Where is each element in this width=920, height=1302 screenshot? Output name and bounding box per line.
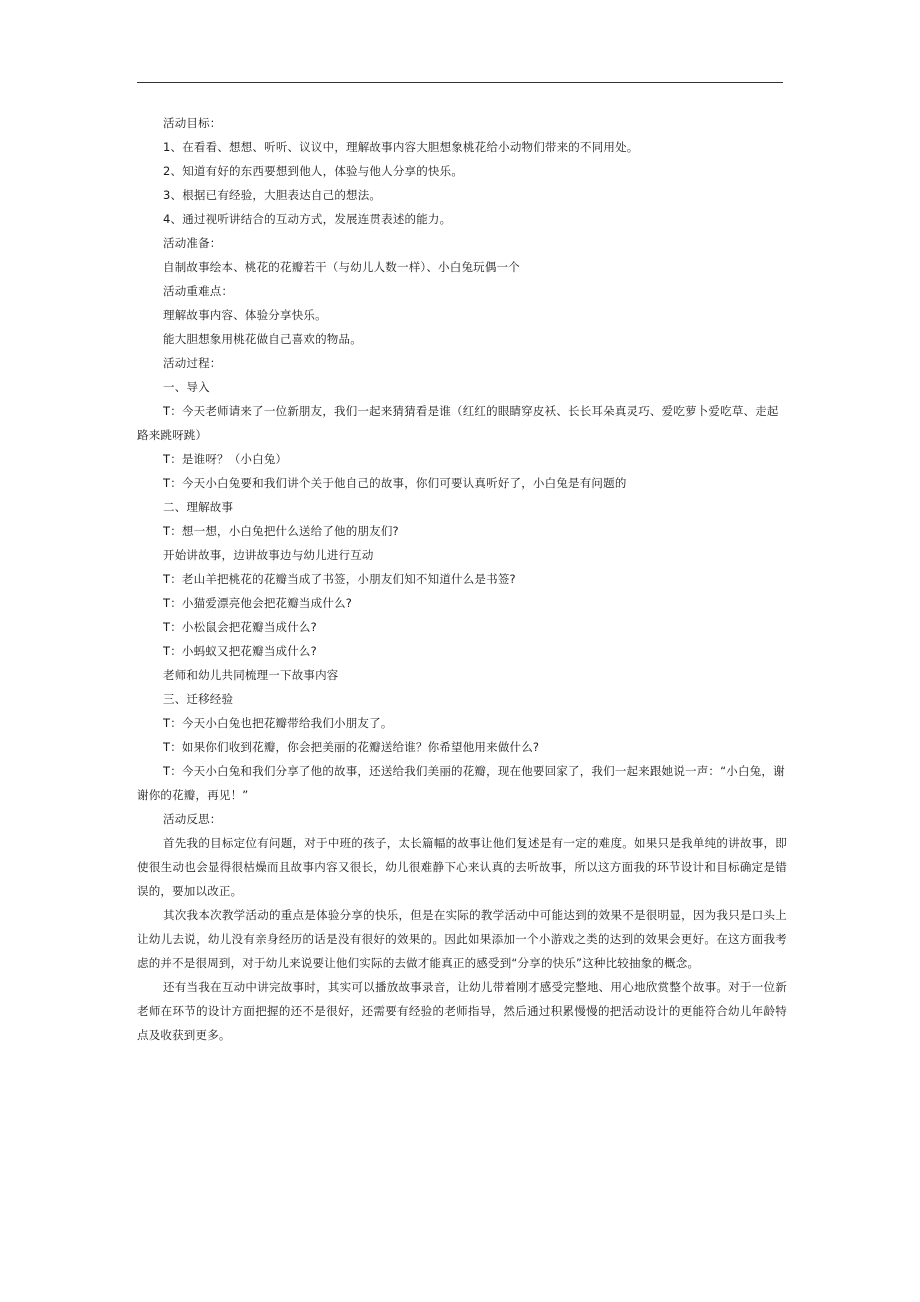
dialogue-line: 老师和幼儿共同梳理一下故事内容 — [163, 668, 339, 682]
dialogue-line: T：老山羊把桃花的花瓣当成了书签，小朋友们知不知道什么是书签? — [163, 572, 516, 586]
dialogue-line: 开始讲故事，边讲故事边与幼儿进行互动 — [163, 548, 374, 562]
key-heading: 活动重难点： — [163, 284, 234, 298]
goal-item: 4、通过视听讲结合的互动方式，发展连贯表述的能力。 — [163, 212, 452, 226]
reflection-paragraph: 还有当我在互动中讲完故事时，其实可以播放故事录音，让幼儿带着刚才感受完整地、用心地欣赏整个故事。对于一位新老师在环节的设计方面把握的还不是很好，还需要有经验的老师指导，然后通过积累慢慢的把活动设计的更能符合幼儿年龄特点及收获到更多。 — [137, 980, 787, 1042]
dialogue-line: T：小松鼠会把花瓣当成什么? — [163, 620, 317, 634]
goal-heading: 活动目标： — [163, 116, 222, 130]
goal-item: 3、根据已有经验，大胆表达自己的想法。 — [163, 188, 382, 202]
dialogue-line: T：今天小白兔要和我们讲个关于他自己的故事，你们可要认真听好了，小白兔是有问题的 — [163, 476, 627, 490]
key-point: 能大胆想象用桃花做自己喜欢的物品。 — [163, 332, 362, 346]
prep-text: 自制故事绘本、桃花的花瓣若干（与幼儿人数一样）、小白兔玩偶一个 — [163, 260, 520, 274]
reflection-paragraph: 首先我的目标定位有问题，对于中班的孩子，太长篇幅的故事让他们复述是有一定的难度。如果只是我单纯的讲故事，即使很生动也会显得很枯燥而且故事内容又很长，幼儿很难静下心来认真的去听故事，所以这方面我的环节设计和目标确定是错误的，要加以改正。 — [137, 836, 787, 898]
process-heading: 活动过程： — [163, 356, 222, 370]
dialogue-line: T：今天老师请来了一位新朋友，我们一起来猜猜看是谁（红红的眼睛穿皮袄、长长耳朵真灵巧、爱吃萝卜爱吃草、走起路来跳呀跳） — [137, 404, 779, 442]
prep-heading: 活动准备： — [163, 236, 222, 250]
goal-item: 1、在看看、想想、听听、议议中，理解故事内容大胆想象桃花给小动物们带来的不同用处。 — [163, 140, 639, 154]
dialogue-line: T：是谁呀？（小白兔） — [163, 452, 288, 466]
reflection-heading: 活动反思： — [163, 812, 222, 826]
header-rule — [137, 82, 783, 83]
dialogue-line: T：小猫爱漂亮他会把花瓣当成什么? — [163, 596, 353, 610]
dialogue-line: T：如果你们收到花瓣，你会把美丽的花瓣送给谁？你希望他用来做什么? — [163, 740, 540, 754]
reflection-paragraph: 其次我本次教学活动的重点是体验分享的快乐，但是在实际的教学活动中可能达到的效果不是很明显，因为我只是口头上让幼儿去说，幼儿没有亲身经历的话是没有很好的效果的。因此如果添加一个小游戏之类的达到的效果会更好。在这方面我考虑的并不是很周到，对于幼儿来说要让他们实际的去做才能真正的感受到“分享的快乐”这种比较抽象的概念。 — [137, 908, 787, 970]
dialogue-line: T：今天小白兔也把花瓣带给我们小朋友了。 — [163, 716, 393, 730]
document-body — [137, 111, 787, 1047]
section-title: 二、理解故事 — [163, 500, 234, 514]
key-point: 理解故事内容、体验分享快乐。 — [163, 308, 327, 322]
section-title: 三、迁移经验 — [163, 692, 234, 706]
goal-item: 2、知道有好的东西要想到他人，体验与他人分享的快乐。 — [163, 164, 464, 178]
section-title: 一、导入 — [163, 380, 210, 394]
dialogue-line: T：想一想，小白兔把什么送给了他的朋友们? — [163, 524, 399, 538]
dialogue-line: T：小蚂蚁又把花瓣当成什么? — [163, 644, 317, 658]
dialogue-line: T：今天小白兔和我们分享了他的故事，还送给我们美丽的花瓣，现在他要回家了，我们一起来跟她说一声：“小白兔，谢谢你的花瓣，再见！” — [137, 764, 785, 802]
